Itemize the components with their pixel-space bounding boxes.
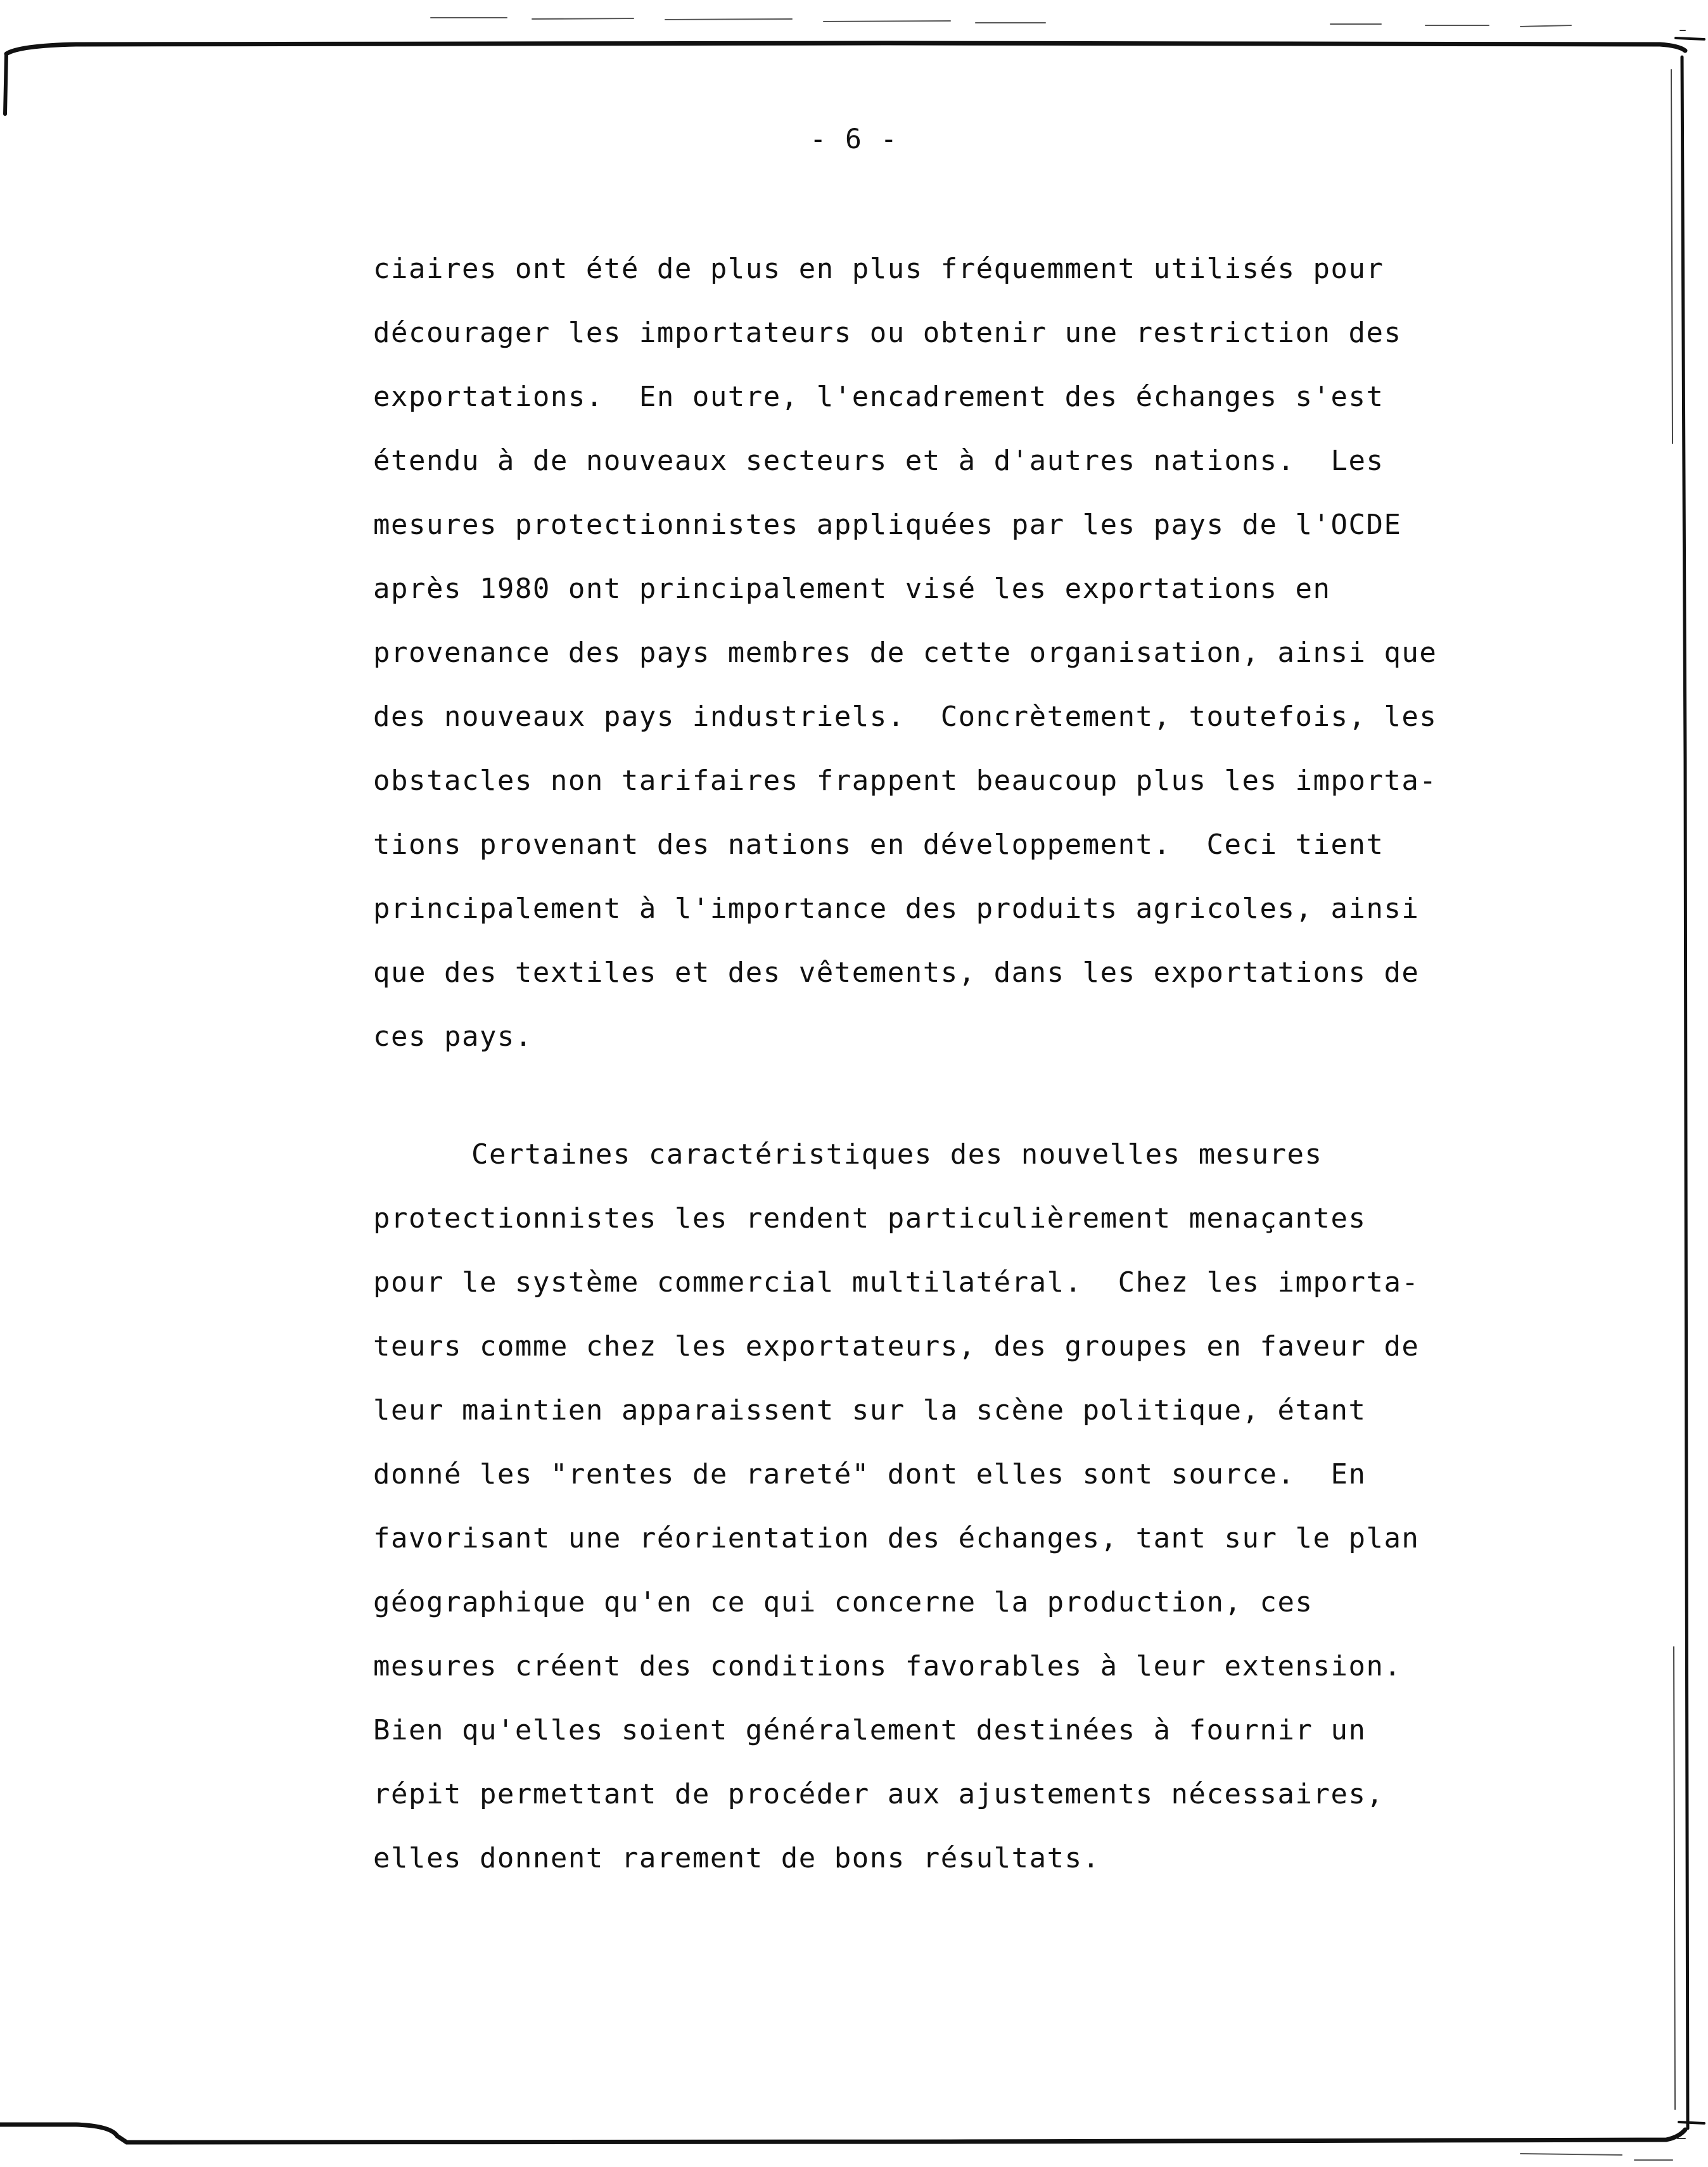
text-line: donné les "rentes de rareté" dont elles sont source. En	[373, 1458, 1367, 1490]
text-line: décourager les importateurs ou obtenir une restriction des	[373, 317, 1402, 349]
text-line: répit permettant de procéder aux ajustements nécessaires,	[373, 1778, 1384, 1810]
text-line: favorisant une réorientation des échanges, tant sur le plan	[373, 1522, 1420, 1554]
text-line: elles donnent rarement de bons résultats.	[373, 1842, 1100, 1874]
text-line: Bien qu'elles soient généralement destinées à fournir un	[373, 1714, 1367, 1746]
text-line: étendu à de nouveaux secteurs et à d'autres nations. Les	[373, 445, 1384, 477]
text-line: protectionnistes les rendent particulièrement menaçantes	[373, 1202, 1367, 1235]
text-line: teurs comme chez les exportateurs, des groupes en faveur de	[373, 1330, 1420, 1363]
paragraph	[373, 1122, 1520, 1890]
text-line: ces pays.	[373, 1020, 533, 1053]
text-line: mesures protectionnistes appliquées par les pays de l'OCDE	[373, 509, 1402, 541]
text-line: provenance des pays membres de cette organisation, ainsi que	[373, 637, 1437, 669]
paragraph	[373, 237, 1520, 1069]
text-line: principalement à l'importance des produits agricoles, ainsi	[373, 893, 1420, 925]
text-line: obstacles non tarifaires frappent beaucoup plus les importa-	[373, 765, 1437, 797]
text-line: tions provenant des nations en développement. Ceci tient	[373, 829, 1384, 861]
page-number: - 6 -	[810, 124, 898, 155]
text-line: Certaines caractéristiques des nouvelles mesures	[471, 1138, 1323, 1171]
text-line: après 1980 ont principalement visé les exportations en	[373, 573, 1331, 605]
text-line: pour le système commercial multilatéral. Chez les importa-	[373, 1266, 1420, 1299]
text-line: leur maintien apparaissent sur la scène politique, étant	[373, 1394, 1367, 1427]
text-line: ciaires ont été de plus en plus fréquemment utilisés pour	[373, 253, 1384, 285]
text-line: géographique qu'en ce qui concerne la production, ces	[373, 1586, 1313, 1618]
text-line: mesures créent des conditions favorables à leur extension.	[373, 1650, 1402, 1682]
text-line: des nouveaux pays industriels. Concrètement, toutefois, les	[373, 701, 1437, 733]
text-line: exportations. En outre, l'encadrement des échanges s'est	[373, 381, 1384, 413]
text-line: que des textiles et des vêtements, dans les exportations de	[373, 956, 1420, 989]
